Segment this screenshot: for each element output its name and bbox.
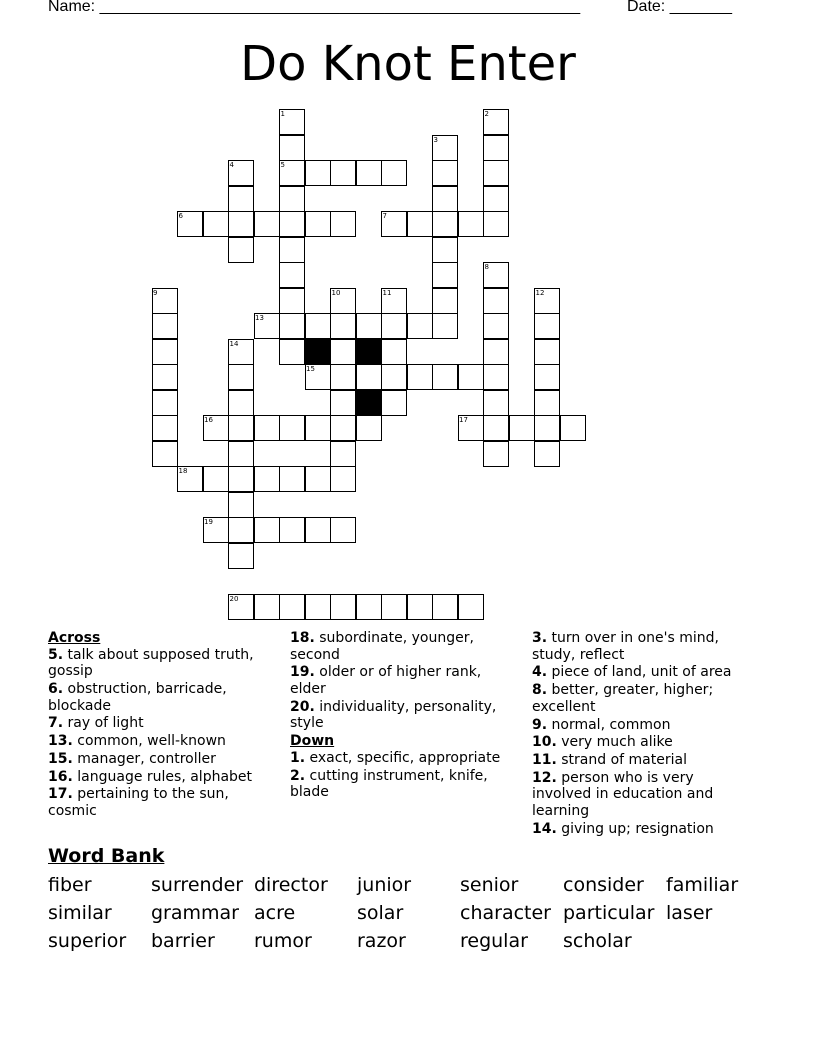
clue-number-label: 8. — [532, 682, 548, 699]
clue-text: turn over in one's mind, study, reflect — [532, 630, 719, 663]
clue-text: normal, common — [547, 716, 671, 733]
grid-cell[interactable] — [279, 237, 305, 263]
clue — [48, 786, 278, 819]
grid-cell[interactable] — [228, 441, 254, 467]
word-bank-word: laser — [666, 902, 713, 924]
clue-number-label: 10. — [532, 734, 557, 751]
grid-cell[interactable] — [228, 211, 254, 237]
grid-black-cell — [305, 339, 331, 365]
clue-number: 1 — [280, 110, 285, 118]
grid-cell[interactable] — [432, 262, 458, 288]
grid-cell[interactable] — [279, 466, 305, 492]
clue-number: 8 — [484, 263, 489, 271]
clue — [48, 681, 278, 714]
grid-cell[interactable] — [356, 415, 382, 441]
grid-cell[interactable] — [152, 390, 178, 416]
grid-cell[interactable] — [254, 594, 280, 620]
grid-cell[interactable] — [305, 517, 331, 543]
grid-cell[interactable] — [458, 594, 484, 620]
grid-cell[interactable] — [356, 160, 382, 186]
grid-black-cell — [356, 390, 382, 416]
grid-cell[interactable] — [381, 160, 407, 186]
grid-cell[interactable] — [407, 594, 433, 620]
clue-number-label: 4. — [532, 664, 548, 681]
grid-cell[interactable] — [356, 313, 382, 339]
clue — [532, 717, 757, 734]
clue — [532, 770, 757, 820]
grid-cell[interactable] — [305, 313, 331, 339]
grid-cell[interactable] — [356, 364, 382, 390]
grid-cell[interactable] — [432, 186, 458, 212]
clue-text: obstruction, barricade, blockade — [48, 680, 227, 714]
clue-text: strand of material — [556, 752, 687, 769]
grid-cell[interactable] — [381, 313, 407, 339]
word-bank-word: rumor — [254, 930, 312, 952]
clue-number-label: 7. — [48, 715, 64, 732]
clue-text: ray of light — [63, 715, 144, 732]
grid-cell[interactable] — [305, 160, 331, 186]
clue-text: pertaining to the sun, cosmic — [48, 786, 229, 820]
grid-cell[interactable] — [330, 517, 356, 543]
clue-number: 9 — [153, 288, 158, 297]
clue-number-label: 5. — [48, 646, 64, 663]
clue-number: 13 — [255, 314, 264, 322]
grid-cell[interactable] — [254, 466, 280, 492]
clue-text: individuality, personality, style — [290, 698, 497, 732]
grid-cell[interactable] — [432, 288, 458, 314]
grid-cell[interactable] — [279, 517, 305, 543]
grid-cell[interactable] — [279, 594, 305, 620]
grid-cell[interactable] — [152, 441, 178, 467]
grid-cell[interactable] — [330, 466, 356, 492]
date-field-label[interactable]: Date: _______ — [627, 0, 732, 15]
clue-number-label: 14. — [532, 820, 557, 837]
grid-cell[interactable] — [534, 441, 560, 467]
grid-cell[interactable] — [228, 517, 254, 543]
grid-cell[interactable] — [279, 211, 305, 237]
grid-cell[interactable] — [279, 135, 305, 161]
grid-cell[interactable] — [330, 390, 356, 416]
grid-cell[interactable] — [279, 262, 305, 288]
grid-cell[interactable] — [534, 313, 560, 339]
word-bank-word: character — [460, 902, 551, 924]
clue-number-label: 12. — [532, 769, 557, 786]
word-bank-word: solar — [357, 902, 404, 924]
clue — [48, 715, 278, 732]
clue — [290, 699, 515, 732]
grid-cell[interactable] — [330, 339, 356, 365]
grid-cell[interactable] — [458, 364, 484, 390]
grid-cell[interactable] — [203, 211, 229, 237]
grid-cell[interactable] — [330, 160, 356, 186]
grid-cell[interactable] — [381, 364, 407, 390]
clue-number-label: 17. — [48, 786, 73, 803]
word-bank-word: regular — [460, 930, 528, 952]
clue-number: 15 — [306, 365, 315, 373]
grid-cell[interactable] — [483, 441, 509, 467]
grid-cell[interactable] — [483, 339, 509, 365]
grid-cell[interactable] — [483, 313, 509, 339]
word-bank-word: barrier — [151, 930, 215, 952]
word-bank-word: fiber — [48, 874, 92, 896]
clue — [48, 751, 278, 768]
clue-number: 16 — [204, 416, 213, 424]
grid-cell[interactable] — [305, 415, 331, 441]
grid-cell[interactable] — [330, 441, 356, 467]
clue-text: piece of land, unit of area — [547, 664, 732, 681]
grid-cell[interactable] — [407, 211, 433, 237]
word-bank-word: consider — [563, 874, 644, 896]
clue-number: 2 — [484, 110, 489, 118]
grid-cell[interactable] — [228, 364, 254, 390]
grid-cell[interactable] — [432, 211, 458, 237]
clue — [290, 664, 515, 697]
clue-text: older or of higher rank, elder — [290, 664, 482, 697]
clue-text: talk about supposed truth, gossip — [48, 646, 254, 680]
grid-cell[interactable] — [228, 186, 254, 212]
clue-number: 7 — [382, 212, 387, 220]
clue-number: 5 — [280, 161, 285, 169]
clue-number-label: 20. — [290, 698, 315, 715]
word-bank-word: grammar — [151, 902, 239, 924]
clue-number: 17 — [459, 416, 468, 424]
grid-cell[interactable] — [534, 415, 560, 441]
grid-cell[interactable] — [330, 364, 356, 390]
clue-number-label: 1. — [290, 749, 306, 766]
grid-cell[interactable] — [483, 288, 509, 314]
grid-cell[interactable] — [152, 415, 178, 441]
clue-text: manager, controller — [72, 750, 216, 767]
grid-cell[interactable] — [152, 339, 178, 365]
grid-cell[interactable] — [432, 313, 458, 339]
grid-cell[interactable] — [381, 339, 407, 365]
clue-number: 3 — [433, 135, 438, 144]
grid-cell[interactable] — [305, 466, 331, 492]
clue-number: 19 — [204, 518, 213, 526]
down-heading: Down — [290, 733, 335, 750]
word-bank-word: razor — [357, 930, 406, 952]
clue-number-label: 6. — [48, 680, 64, 697]
clue-number: 20 — [229, 594, 239, 603]
word-bank-word: acre — [254, 902, 296, 924]
grid-cell[interactable] — [228, 543, 254, 569]
clue — [532, 821, 757, 838]
grid-cell[interactable] — [381, 594, 407, 620]
clue-number-label: 19. — [290, 664, 315, 681]
clue-number: 6 — [178, 212, 183, 220]
clue-number: 4 — [229, 161, 234, 169]
clue — [290, 768, 515, 801]
clue — [48, 733, 278, 750]
grid-cell[interactable] — [432, 237, 458, 263]
grid-cell[interactable] — [560, 415, 586, 441]
grid-cell[interactable] — [458, 211, 484, 237]
grid-cell[interactable] — [228, 237, 254, 263]
grid-cell[interactable] — [279, 186, 305, 212]
word-bank-word: particular — [563, 902, 655, 924]
grid-cell[interactable] — [254, 517, 280, 543]
grid-cell[interactable] — [509, 415, 535, 441]
clue-text: better, greater, higher; excellent — [532, 682, 714, 715]
clue-text: person who is very involved in education and learning — [532, 769, 714, 820]
grid-cell[interactable] — [330, 211, 356, 237]
clue — [532, 664, 757, 681]
clue — [532, 752, 757, 769]
grid-cell[interactable] — [356, 594, 382, 620]
clue-number-label: 18. — [290, 630, 315, 646]
clue-number-label: 3. — [532, 630, 548, 646]
clue-number: 10 — [331, 288, 341, 297]
grid-cell[interactable] — [483, 364, 509, 390]
clue — [290, 750, 515, 767]
clues-column-1 — [48, 630, 278, 821]
clue-text: language rules, alphabet — [72, 768, 253, 785]
grid-cell[interactable] — [254, 415, 280, 441]
grid-cell[interactable] — [203, 466, 229, 492]
clue-number: 11 — [382, 288, 392, 297]
word-bank-title: Word Bank — [48, 845, 165, 867]
clue — [48, 647, 278, 680]
clue — [532, 682, 757, 715]
clue-number-label: 2. — [290, 767, 306, 784]
grid-cell[interactable] — [432, 364, 458, 390]
clue-number-label: 9. — [532, 716, 548, 733]
clue — [532, 734, 757, 751]
grid-black-cell — [356, 339, 382, 365]
clue-number-label: 11. — [532, 752, 557, 769]
grid-cell[interactable] — [483, 415, 509, 441]
clue-text: giving up; resignation — [556, 820, 714, 837]
clue — [290, 630, 515, 663]
grid-cell[interactable] — [381, 390, 407, 416]
grid-cell[interactable] — [534, 390, 560, 416]
clue-number-label: 13. — [48, 733, 73, 750]
grid-cell[interactable] — [305, 594, 331, 620]
word-bank-word: scholar — [563, 930, 632, 952]
clue — [48, 769, 278, 786]
grid-cell[interactable] — [483, 160, 509, 186]
grid-cell[interactable] — [330, 313, 356, 339]
word-bank-word: director — [254, 874, 328, 896]
grid-cell[interactable] — [228, 492, 254, 518]
word-bank-word: junior — [357, 874, 412, 896]
grid-cell[interactable] — [534, 339, 560, 365]
grid-cell[interactable] — [279, 313, 305, 339]
grid-cell[interactable] — [432, 594, 458, 620]
grid-cell[interactable] — [228, 390, 254, 416]
grid-cell[interactable] — [279, 288, 305, 314]
grid-cell[interactable] — [407, 313, 433, 339]
grid-cell[interactable] — [483, 186, 509, 212]
word-bank-word: familiar — [666, 874, 739, 896]
grid-cell[interactable] — [483, 390, 509, 416]
clue-text: common, well-known — [72, 733, 226, 750]
clue-number: 12 — [535, 288, 545, 297]
grid-cell[interactable] — [483, 135, 509, 161]
clue-text: very much alike — [556, 734, 673, 751]
clue-number: 14 — [229, 339, 239, 348]
grid-cell[interactable] — [534, 364, 560, 390]
name-field-label[interactable]: Name: ______________________________________________________ — [48, 0, 581, 15]
page-title: Do Knot Enter — [240, 36, 576, 92]
grid-cell[interactable] — [228, 415, 254, 441]
clue-number-label: 15. — [48, 750, 73, 767]
grid-cell[interactable] — [305, 211, 331, 237]
clue — [532, 630, 757, 663]
grid-cell[interactable] — [407, 364, 433, 390]
grid-cell[interactable] — [152, 313, 178, 339]
word-bank-word: similar — [48, 902, 112, 924]
grid-cell[interactable] — [432, 160, 458, 186]
grid-cell[interactable] — [330, 415, 356, 441]
clue-number-label: 16. — [48, 768, 73, 785]
clue-number: 18 — [178, 467, 188, 475]
word-bank-word: superior — [48, 930, 127, 952]
clue-text: exact, specific, appropriate — [305, 749, 501, 766]
grid-cell[interactable] — [279, 339, 305, 365]
word-bank-word: senior — [460, 874, 519, 896]
grid-cell[interactable] — [152, 364, 178, 390]
grid-cell[interactable] — [254, 211, 280, 237]
grid-cell[interactable] — [483, 211, 509, 237]
grid-cell[interactable] — [279, 415, 305, 441]
across-heading: Across — [48, 630, 101, 646]
grid-cell[interactable] — [330, 594, 356, 620]
word-bank-word: surrender — [151, 874, 244, 896]
clues-column-2 — [290, 630, 515, 802]
clue-text: cutting instrument, knife, blade — [290, 767, 488, 801]
clue-text: subordinate, younger, second — [290, 630, 474, 663]
grid-cell[interactable] — [228, 466, 254, 492]
clues-column-3 — [532, 630, 757, 839]
